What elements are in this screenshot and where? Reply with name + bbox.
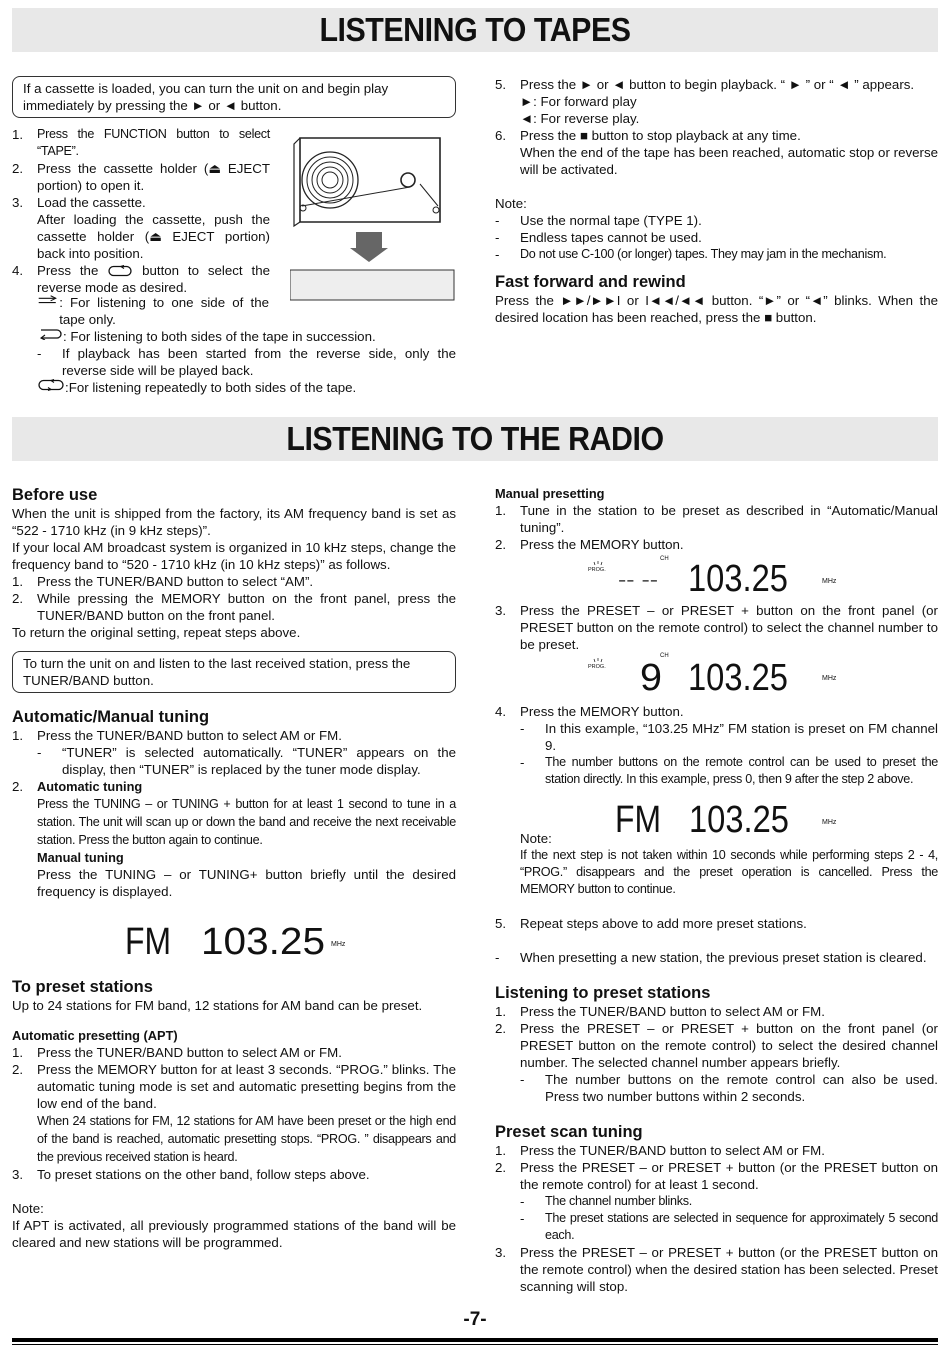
manual-presetting-heading: Manual presetting <box>495 486 605 501</box>
mp-note-block <box>495 830 938 1295</box>
page-number: -7- <box>463 1309 487 1330</box>
step-text: Press the FUNCTION button to select “TAPE”. <box>37 127 270 158</box>
apt-heading: Automatic presetting (APT) <box>12 1028 178 1043</box>
step-text: Press the TUNER/BAND button to select AM or FM. <box>37 1045 342 1060</box>
dash-text: When presetting a new station, the previous preset station is cleared. <box>520 950 927 965</box>
tapes-right-column <box>495 76 938 326</box>
note-text: Do not use C-100 (or longer) tapes. They may jam in the mechanism. <box>520 247 887 261</box>
apt-note-text: If APT is activated, all previously programmed stations of the band will be cleared and new stations will be programmed. <box>12 1218 456 1250</box>
tapes-note-1 <box>495 212 938 229</box>
tapes-steps <box>12 126 270 296</box>
step-text: Press the cassette holder (⏏ EJECT portion) to open it. <box>37 161 270 193</box>
mp-step-5: 5. Repeat steps above to add more preset stations. <box>495 915 938 932</box>
auto-step-2: 2. Automatic tuning Press the TUNING – or TUNING + button for at least 1 second to tune in a station. The unit will scan up or down the band and receive the next receivable station. Press the button again to continue. Manual tuning Press the TUNING – or TUNING+ button briefly until the desired frequency is displayed. <box>12 779 456 899</box>
tapes-intro-box <box>12 76 456 118</box>
mp-step-3-block <box>495 602 938 653</box>
step-text: Load the cassette. <box>37 195 146 210</box>
dash: - <box>520 721 525 736</box>
step-num: 6. <box>495 128 507 143</box>
step-text: Press the PRESET – or PRESET + button (or the PRESET button on the remote control) when the desired station has been selected. Preset scanning will stop. <box>520 1245 938 1294</box>
lcd-display-prog-blank <box>588 553 848 597</box>
reverse-mode-icon <box>107 265 133 277</box>
ff-rewind-heading: Fast forward and rewind <box>495 273 686 291</box>
step-text: Press the PRESET – or PRESET + button on the front panel (or PRESET button on the remote control) to select the channel number to be preset. <box>520 603 938 652</box>
tapes-left-column <box>12 76 456 118</box>
step-text: Press the ► or ◄ button to begin playback. “ ► ” or “ ◄ ” appears. <box>520 77 915 92</box>
lcd-ch: CH <box>660 653 669 659</box>
mp-step-3: 3. Press the PRESET – or PRESET + button on the front panel (or PRESET button on the remote control) to select the channel number to be preset. <box>495 603 938 652</box>
tapes-note-3 <box>495 246 938 263</box>
manual-tuning-text: Press the TUNING – or TUNING+ button briefly until the desired frequency is displayed. <box>37 867 456 899</box>
step-extra: When the end of the tape has been reached, automatic stop or reverse will be activated. <box>520 145 938 177</box>
mode-both-note <box>37 345 456 379</box>
preset-stations-heading: To preset stations <box>12 978 153 996</box>
listen-dash <box>520 1071 938 1105</box>
step-num: 1. <box>12 127 24 142</box>
dash: - <box>495 247 500 262</box>
last-station-box <box>12 651 456 693</box>
both-sides-icon <box>37 328 63 340</box>
step-num: 2. <box>12 161 24 176</box>
auto-tuning-text: Press the TUNING – or TUNING + button for at least 1 second to tune in a station. The unit will scan up or down the band and receive the next receivable station. Press the button again to continue. <box>37 797 456 847</box>
step-text: Press the TUNER/BAND button to select AM or FM. <box>520 1143 825 1158</box>
before-use-p1: When the unit is shipped from the factory, its AM frequency band is set as “522 - 1710 kHz (in 9 kHz steps)”. <box>12 506 456 538</box>
ff-rewind-text: Press the ►►/►►I or I◄◄/◄◄ button. “►” or “◄” blinks. When the desired location has been reached, press the ■ button. <box>495 293 938 325</box>
before-use-return: To return the original setting, repeat steps above. <box>12 625 301 640</box>
mp-step-4-dash-2 <box>520 754 938 788</box>
tapes-title: LISTENING TO TAPES <box>319 11 631 48</box>
preset-scan-heading: Preset scan tuning <box>495 1123 643 1141</box>
cassette-loading-illustration <box>290 134 456 306</box>
apt-step-1 <box>12 1044 456 1061</box>
tape-step-5 <box>495 76 938 127</box>
mode-one-side <box>37 294 269 328</box>
tape-step-2 <box>12 160 270 194</box>
mp-note-label: Note: <box>520 831 552 846</box>
step-text: While pressing the MEMORY button on the front panel, press the TUNER/BAND button on the front panel. <box>37 591 456 623</box>
step-text: Tune in the station to be preset as described in “Automatic/Manual tuning”. <box>520 503 938 535</box>
dash-text: In this example, “103.25 MHz” FM station is preset on FM channel 9. <box>545 721 938 753</box>
lcd-band: FM <box>125 922 171 962</box>
note-text: Use the normal tape (TYPE 1). <box>520 213 702 228</box>
step-num: 2. <box>12 591 24 606</box>
dash-text: The number buttons on the remote control can be used to preset the station directly. In this example, press 0, then 9 after the step 2 above. <box>545 755 938 786</box>
lcd-display-fm <box>125 922 355 962</box>
dash: - <box>37 745 42 760</box>
apt-step-3 <box>12 1166 456 1183</box>
step-text: Press the <box>37 263 99 278</box>
before-step-2 <box>12 590 456 624</box>
step-num: 4. <box>12 263 24 278</box>
reverse-play-line: ◄: For reverse play. <box>520 111 640 126</box>
dash: - <box>520 1194 525 1209</box>
mp-step-4-block <box>495 703 938 788</box>
dash: - <box>495 213 500 228</box>
step-text: Press the TUNER/BAND button to select AM or FM. <box>37 728 342 743</box>
dash: - <box>37 346 42 361</box>
footer-rule-thin <box>12 1344 938 1345</box>
listen-step-1: 1. Press the TUNER/BAND button to select AM or FM. <box>495 1003 938 1020</box>
before-use-heading: Before use <box>12 486 98 504</box>
tape-step-3 <box>12 194 270 262</box>
dash: - <box>495 230 500 245</box>
step-text: Press the MEMORY button. <box>520 537 684 552</box>
lcd-unit: MHz <box>822 675 837 682</box>
listening-preset-heading: Listening to preset stations <box>495 984 711 1002</box>
step-text: Press the ■ button to stop playback at any time. <box>520 128 801 143</box>
dash-text: The channel number blinks. <box>545 1194 692 1208</box>
dash-text: The preset stations are selected in sequence for approximately 5 second each. <box>545 1211 938 1242</box>
auto-step-1: 1. Press the TUNER/BAND button to select AM or FM. <box>12 727 456 744</box>
lcd-channel-blank: -- -- <box>618 572 658 589</box>
mp-note-text: If the next step is not taken within 10 seconds while performing steps 2 - 4, “PROG.” disappears and the preset operation is cancelled. Press the MEMORY button to continue. <box>520 848 938 896</box>
step-text: Press the MEMORY button. <box>520 704 684 719</box>
tape-step-1 <box>12 126 270 160</box>
preset-section <box>12 977 456 1251</box>
dash-text: “TUNER” is selected automatically. “TUNER” appears on the display, then “TUNER” is replaced by the tuner mode display. <box>62 745 456 777</box>
step-num: 5. <box>495 77 507 92</box>
mp-step-4: 4. Press the MEMORY button. <box>495 703 938 720</box>
step-text: Repeat steps above to add more preset stations. <box>520 916 807 931</box>
preset-stations-text: Up to 24 stations for FM band, 12 stations for AM band can be preset. <box>12 998 423 1013</box>
mode-note-text: If playback has been started from the reverse side, only the reverse side will be played back. <box>62 346 456 378</box>
step-num: 3. <box>12 195 24 210</box>
scan-step-2: 2. Press the PRESET – or PRESET + button (or the PRESET button on the remote control) for at least 1 second. <box>495 1160 938 1192</box>
tape-step-4 <box>12 262 270 296</box>
lcd-frequency: 103.25 <box>688 558 788 597</box>
step-extra: When 24 stations for FM, 12 stations for AM have been preset or the high end of the band is reached, automatic presetting stops. “PROG. ” disappears and the previous received station is heard. <box>37 1114 456 1164</box>
step-num: 3. <box>12 1167 24 1182</box>
mode-both-text: : For listening to both sides of the tape in succession. <box>63 329 376 344</box>
step-text: Press the TUNER/BAND button to select AM or FM. <box>520 1004 825 1019</box>
step-num: 1. <box>12 1045 24 1060</box>
lcd-band: FM <box>615 800 661 840</box>
note-text: Endless tapes cannot be used. <box>520 230 702 245</box>
dash: - <box>520 1072 525 1087</box>
lcd-unit: MHz <box>822 578 837 585</box>
scan-step-1: 1. Press the TUNER/BAND button to select AM or FM. <box>495 1142 938 1159</box>
apt-step-2 <box>12 1061 456 1166</box>
scan-step-3: 3. Press the PRESET – or PRESET + button (or the PRESET button on the remote control) when the desired station has been selected. Preset scanning will stop. <box>495 1245 938 1294</box>
manual-presetting-top <box>495 485 938 553</box>
lcd-unit: MHz <box>822 819 837 826</box>
dash: - <box>520 1211 525 1226</box>
lcd-prog: PROG. <box>588 664 606 670</box>
tapes-note-2 <box>495 229 938 246</box>
manual-tuning-label: Manual tuning <box>37 850 124 865</box>
mode-one-text: : For listening to one side of the tape only. <box>59 295 269 327</box>
mode-both-sides <box>37 328 456 345</box>
before-use-p2: If your local AM broadcast system is organized in 10 kHz steps, change the frequency band to “520 - 1710 kHz (in 10 kHz steps)” as follows. <box>12 540 456 572</box>
step-text: button to select the reverse mode as desired. <box>37 263 270 295</box>
mp-step-2: 2. Press the MEMORY button. <box>495 536 938 553</box>
radio-left-column <box>12 485 456 900</box>
lcd-frequency: 103.25 <box>688 657 788 694</box>
tape-step-6 <box>495 127 938 178</box>
lcd-prog: PROG. <box>588 567 606 573</box>
lcd-display-prog-channel <box>588 650 848 694</box>
step-extra: After loading the cassette, push the cassette holder (⏏ EJECT portion) back into position. <box>37 212 270 261</box>
dash-text: The number buttons on the remote control can also be used. Press two number buttons within 2 seconds. <box>545 1072 938 1104</box>
listen-step-2: 2. Press the PRESET – or PRESET + button on the front panel (or PRESET button on the remote control) to select the desired channel number. The selected channel number appears briefly. <box>495 1021 938 1070</box>
scan-dash-1 <box>520 1193 938 1210</box>
footer-rule <box>12 1338 938 1342</box>
mp-step-1: 1. Tune in the station to be preset as described in “Automatic/Manual tuning”. <box>495 503 938 535</box>
step-text: Press the TUNER/BAND button to select “AM”. <box>37 574 314 589</box>
lcd-ch: CH <box>660 556 669 562</box>
scan-dash-2 <box>520 1210 938 1244</box>
step-text: Press the PRESET – or PRESET + button (or the PRESET button on the remote control) for at least 1 second. <box>520 1160 938 1192</box>
repeat-icon <box>37 379 65 391</box>
mode-repeat <box>37 379 456 396</box>
mode-repeat-text: :For listening repeatedly to both sides of the tape. <box>65 380 357 395</box>
lcd-unit: MHz <box>331 941 346 948</box>
tapes-note-label: Note: <box>495 196 527 211</box>
dash: - <box>495 950 500 965</box>
auto-tuning-label: Automatic tuning <box>37 779 143 794</box>
tapes-title-band <box>12 8 938 52</box>
auto-step-1-dash <box>37 744 456 778</box>
mp-step-4-dash-1 <box>520 720 938 754</box>
step-num: 2. <box>12 1062 24 1077</box>
step-text: Press the PRESET – or PRESET + button on the front panel (or PRESET button on the remote control) to select the desired channel number. The selected channel number appears briefly. <box>520 1021 938 1070</box>
forward-play-line: ►: For forward play <box>520 94 637 109</box>
lcd-channel-number: 9 <box>640 657 662 694</box>
step-text: Press the MEMORY button for at least 3 seconds. “PROG.” blinks. The automatic tuning mode is set and automatic presetting begins from the low end of the band. <box>37 1062 456 1111</box>
before-step-1 <box>12 573 456 590</box>
apt-note-label: Note: <box>12 1201 44 1216</box>
auto-manual-heading: Automatic/Manual tuning <box>12 708 210 726</box>
prog-blink-mark <box>594 658 602 662</box>
radio-title: LISTENING TO THE RADIO <box>286 420 664 457</box>
lcd-frequency: 103.25 <box>689 800 789 840</box>
step-num: 1. <box>12 574 24 589</box>
mp-dash <box>495 949 938 966</box>
radio-title-band <box>12 417 938 461</box>
step-text: To preset stations on the other band, follow steps above. <box>37 1167 370 1182</box>
one-side-icon <box>37 294 59 306</box>
reverse-modes <box>37 294 456 396</box>
tapes-intro: If a cassette is loaded, you can turn the unit on and begin play immediately by pressing the ► or ◄ button. <box>23 81 389 113</box>
prog-blink-mark <box>594 561 602 565</box>
last-station-text: To turn the unit on and listen to the last received station, press the TUNER/BAND button. <box>23 656 411 688</box>
lcd-frequency: 103.25 <box>201 922 325 962</box>
dash: - <box>520 755 525 770</box>
